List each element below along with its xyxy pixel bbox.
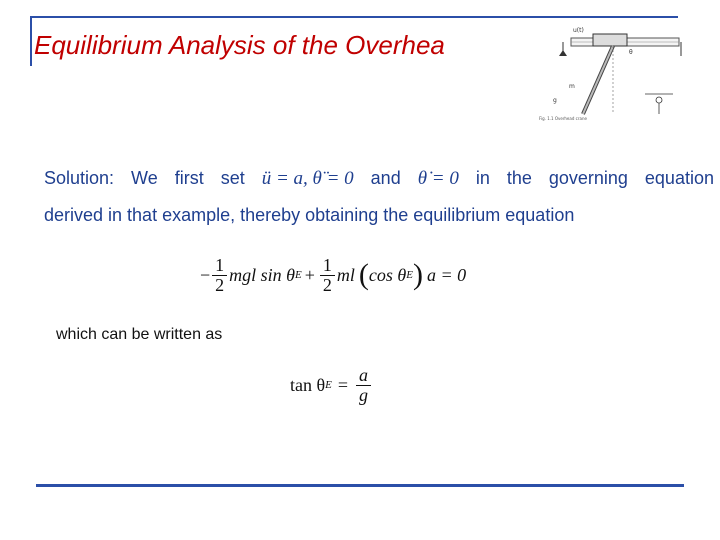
term-mgl-sin: mgl sin θ [229,264,296,285]
word: in [475,168,490,188]
word: set [220,168,245,188]
svg-text:θ: θ [629,49,633,56]
term-ml: ml [336,264,355,285]
fraction-half: $\frac{1}{2}$ [320,256,335,295]
word: and [370,168,401,188]
term-a-equals-zero: a = 0 [426,264,467,285]
word: equation [644,168,714,188]
math-acceleration: ü = a, θ̈ = 0 [261,168,354,189]
svg-text:m: m [569,83,575,90]
math-angular-velocity: θ̇ = 0 [417,168,459,189]
word: the [506,168,532,188]
equilibrium-equation: − $\frac{1}{2}$ mgl sin θ E + $\frac{1}{2}$ ml ( cos θ E ) a = 0 [200,255,467,295]
which-text: which can be written as [56,326,223,343]
minus-sign: − [200,264,211,285]
fraction-half: $\frac{1}{2}$ [212,256,227,295]
overhead-crane-figure [533,22,683,132]
fraction-a-over-g: $\frac{a}{g}$ [356,366,371,405]
solution-line [44,168,714,190]
svg-text:u(t): u(t) [573,27,584,34]
word: governing [548,168,628,188]
word: Solution: [44,168,115,188]
slide-title: Equilibrium Analysis of the Overhea [34,30,445,60]
term-cos: cos θ [368,264,407,285]
svg-text:g: g [553,97,557,104]
term-tan: tan θ [290,374,326,395]
derived-line: derived in that example, thereby obtaining the equilibrium equation [44,205,575,225]
word: We [131,168,158,188]
bottom-divider [36,484,684,487]
word: first [174,168,204,188]
tangent-equation: tan θ E = $\frac{a}{g}$ [290,366,373,405]
svg-text:Fig. 1.1 Overhead crane: Fig. 1.1 Overhead crane [539,116,587,121]
